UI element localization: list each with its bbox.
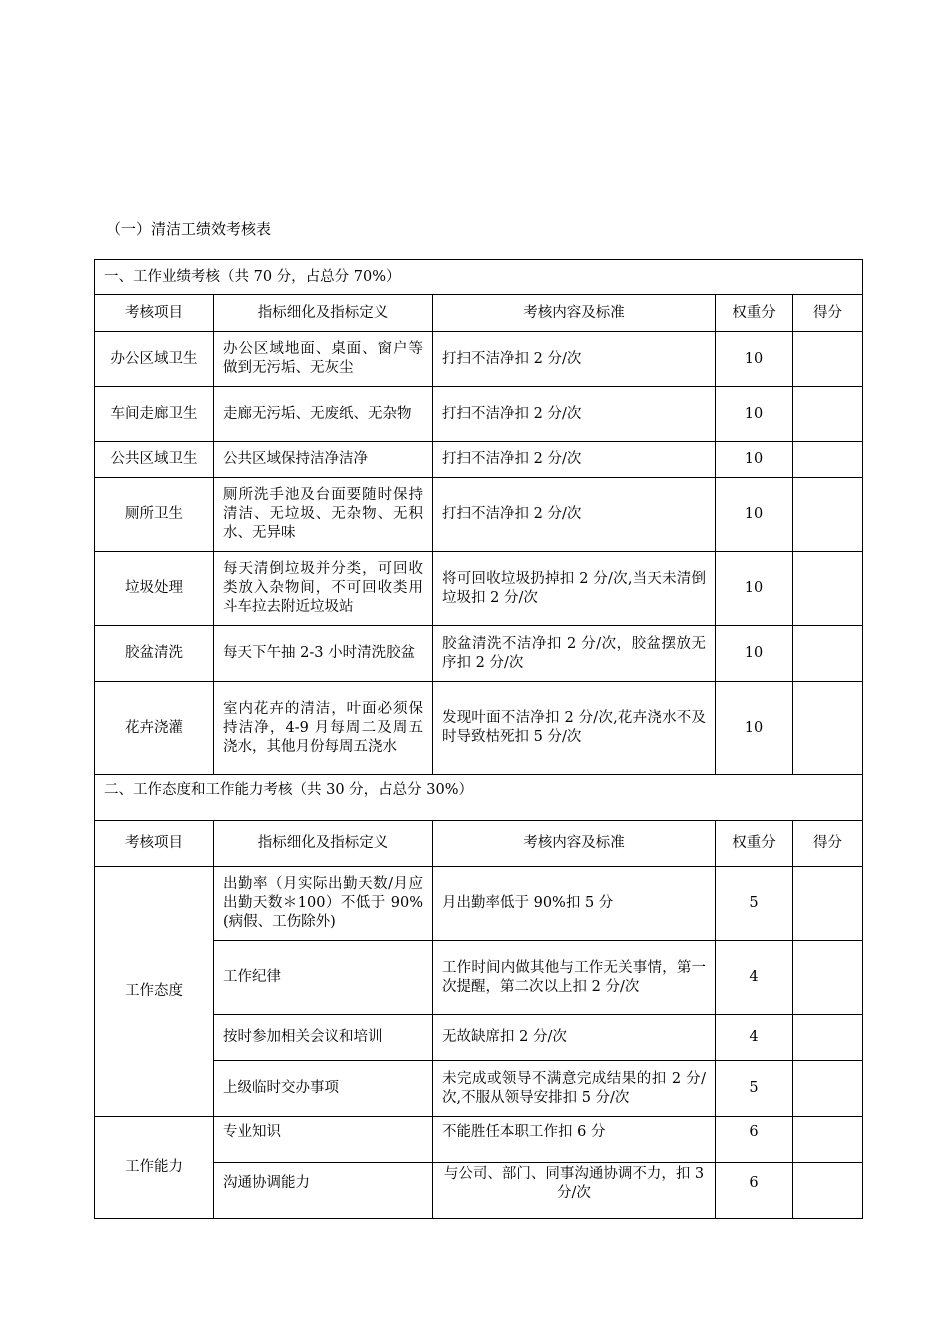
- score-cell[interactable]: [793, 1015, 863, 1061]
- section-heading: 一、工作业绩考核（共 70 分，占总分 70%）: [95, 260, 863, 295]
- weight-cell: 10: [716, 332, 793, 387]
- definition-cell: 走廊无污垢、无废纸、无杂物: [214, 387, 433, 442]
- weight-cell: 6: [716, 1117, 793, 1163]
- item-cell: 垃圾处理: [95, 552, 214, 626]
- item-cell: 胶盆清洗: [95, 626, 214, 682]
- table-row: [95, 626, 863, 682]
- table-row: [95, 387, 863, 442]
- section-heading-row: [95, 775, 863, 821]
- score-cell[interactable]: [793, 552, 863, 626]
- header-cell: 权重分: [716, 295, 793, 332]
- standard-cell: 将可回收垃圾扔掉扣 2 分/次,当天未清倒垃圾扣 2 分/次: [433, 552, 716, 626]
- definition-cell: 室内花卉的清洁，叶面必须保持洁净，4-9 月每周二及周五浇水，其他月份每周五浇水: [214, 682, 433, 775]
- weight-cell: 10: [716, 626, 793, 682]
- table-row: [95, 478, 863, 552]
- item-cell: 厕所卫生: [95, 478, 214, 552]
- table-row: [95, 682, 863, 775]
- standard-cell: 打扫不洁净扣 2 分/次: [433, 478, 716, 552]
- weight-cell: 10: [716, 552, 793, 626]
- page-title: （一）清洁工绩效考核表: [106, 220, 272, 238]
- standard-cell: 月出勤率低于 90%扣 5 分: [433, 867, 716, 941]
- item-cell: 公共区域卫生: [95, 442, 214, 478]
- category-cell: 工作能力: [95, 1117, 214, 1219]
- standard-cell: 无故缺席扣 2 分/次: [433, 1015, 716, 1061]
- definition-cell: 办公区域地面、桌面、窗户等做到无污垢、无灰尘: [214, 332, 433, 387]
- definition-cell: 厕所洗手池及台面要随时保持清洁、无垃圾、无杂物、无积水、无异味: [214, 478, 433, 552]
- score-cell[interactable]: [793, 1117, 863, 1163]
- definition-cell: 专业知识: [214, 1117, 433, 1163]
- item-cell: 办公区域卫生: [95, 332, 214, 387]
- weight-cell: 10: [716, 387, 793, 442]
- score-cell[interactable]: [793, 1061, 863, 1117]
- standard-cell: 与公司、部门、同事沟通协调不力，扣 3 分/次: [433, 1163, 716, 1219]
- table-row: [95, 552, 863, 626]
- header-cell: 考核项目: [95, 821, 214, 867]
- kpi-table: [94, 259, 863, 1219]
- category-cell: 工作态度: [95, 867, 214, 1117]
- header-cell: 得分: [793, 821, 863, 867]
- score-cell[interactable]: [793, 387, 863, 442]
- section-heading: 二、工作态度和工作能力考核（共 30 分，占总分 30%）: [95, 775, 863, 821]
- standard-cell: 打扫不洁净扣 2 分/次: [433, 442, 716, 478]
- table-row: [95, 332, 863, 387]
- definition-cell: 公共区域保持洁净洁净: [214, 442, 433, 478]
- standard-cell: 打扫不洁净扣 2 分/次: [433, 332, 716, 387]
- header-cell: 考核项目: [95, 295, 214, 332]
- score-cell[interactable]: [793, 1163, 863, 1219]
- weight-cell: 6: [716, 1163, 793, 1219]
- table-header-row: [95, 295, 863, 332]
- score-cell[interactable]: [793, 478, 863, 552]
- definition-cell: 出勤率（月实际出勤天数/月应出勤天数＊100）不低于 90%(病假、工伤除外): [214, 867, 433, 941]
- score-cell[interactable]: [793, 332, 863, 387]
- definition-cell: 每天下午抽 2-3 小时清洗胶盆: [214, 626, 433, 682]
- weight-cell: 10: [716, 682, 793, 775]
- header-cell: 得分: [793, 295, 863, 332]
- item-cell: 花卉浇灌: [95, 682, 214, 775]
- table-row: [95, 1117, 863, 1163]
- weight-cell: 4: [716, 1015, 793, 1061]
- table-header-row: [95, 821, 863, 867]
- header-cell: 指标细化及指标定义: [214, 295, 433, 332]
- score-cell[interactable]: [793, 442, 863, 478]
- definition-cell: 上级临时交办事项: [214, 1061, 433, 1117]
- definition-cell: 沟通协调能力: [214, 1163, 433, 1219]
- standard-cell: 工作时间内做其他与工作无关事情，第一次提醒，第二次以上扣 2 分/次: [433, 941, 716, 1015]
- weight-cell: 10: [716, 478, 793, 552]
- standard-cell: 胶盆清洗不洁净扣 2 分/次，胶盆摆放无序扣 2 分/次: [433, 626, 716, 682]
- standard-cell: 不能胜任本职工作扣 6 分: [433, 1117, 716, 1163]
- definition-cell: 工作纪律: [214, 941, 433, 1015]
- weight-cell: 4: [716, 941, 793, 1015]
- standard-cell: 未完成或领导不满意完成结果的扣 2 分/次,不服从领导安排扣 5 分/次: [433, 1061, 716, 1117]
- header-cell: 考核内容及标准: [433, 295, 716, 332]
- standard-cell: 发现叶面不洁净扣 2 分/次,花卉浇水不及时导致枯死扣 5 分/次: [433, 682, 716, 775]
- score-cell[interactable]: [793, 626, 863, 682]
- standard-cell: 打扫不洁净扣 2 分/次: [433, 387, 716, 442]
- definition-cell: 每天清倒垃圾并分类，可回收类放入杂物间，不可回收类用斗车拉去附近垃圾站: [214, 552, 433, 626]
- table-row: [95, 867, 863, 941]
- score-cell[interactable]: [793, 682, 863, 775]
- header-cell: 考核内容及标准: [433, 821, 716, 867]
- weight-cell: 10: [716, 442, 793, 478]
- weight-cell: 5: [716, 1061, 793, 1117]
- table-row: [95, 442, 863, 478]
- section-heading-row: [95, 260, 863, 295]
- definition-cell: 按时参加相关会议和培训: [214, 1015, 433, 1061]
- header-cell: 权重分: [716, 821, 793, 867]
- score-cell[interactable]: [793, 867, 863, 941]
- weight-cell: 5: [716, 867, 793, 941]
- header-cell: 指标细化及指标定义: [214, 821, 433, 867]
- item-cell: 车间走廊卫生: [95, 387, 214, 442]
- score-cell[interactable]: [793, 941, 863, 1015]
